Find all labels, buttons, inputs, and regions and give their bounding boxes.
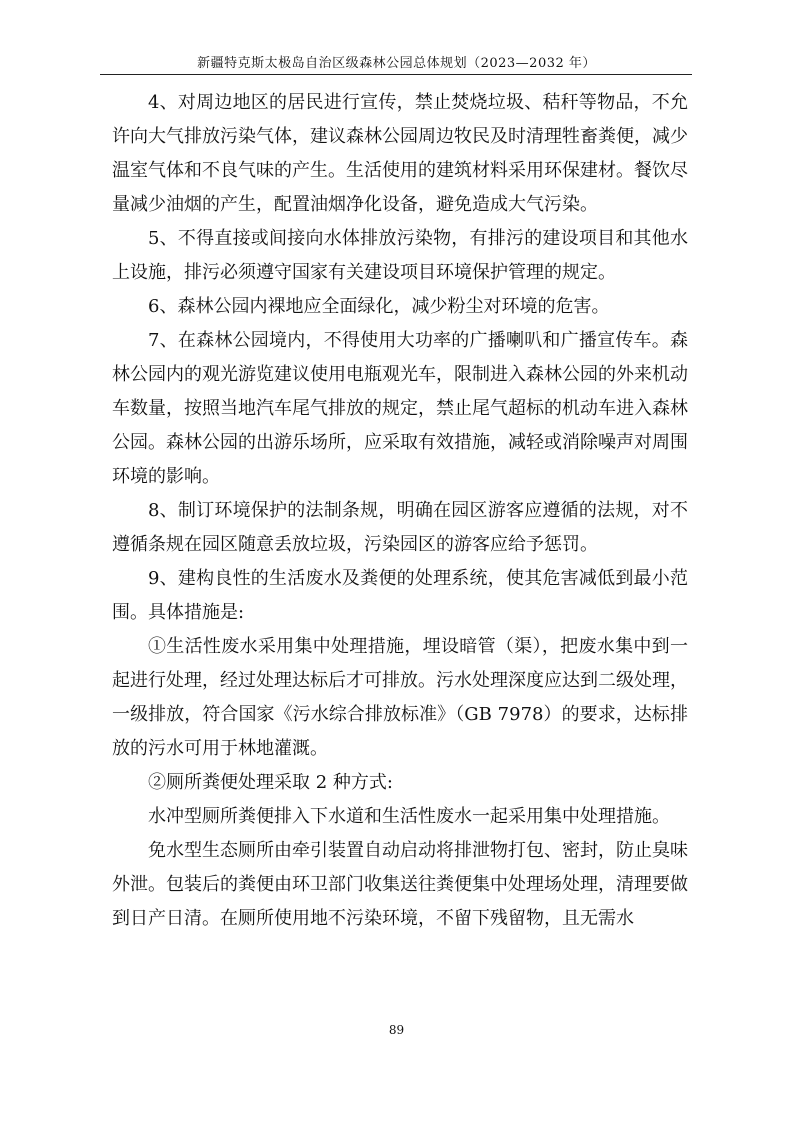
page-number: 89 [388, 1023, 405, 1037]
paragraph-item-6: 6、森林公园内裸地应全面绿化，减少粉尘对环境的危害。 [148, 296, 610, 317]
paragraph-item-8: 8、制订环境保护的法制条规，明确在园区游客应遵循的法规，对不遵循条规在园区随意丢放垃圾，污染园区的游客应给予惩罚。 [112, 500, 688, 555]
body-text [112, 86, 688, 936]
paragraph-flush-toilet: 水冲型厕所粪便排入下水道和生活性废水一起采用集中处理措施。 [148, 806, 670, 827]
paragraph-item-4: 4、对周边地区的居民进行宣传，禁止焚烧垃圾、秸秆等物品，不允许向大气排放污染气体，建议森林公园周边牧民及时清理牲畜粪便，减少温室气体和不良气味的产生。生活使用的建筑材料采用环保建材。餐饮尽量减少油烟的产生，配置油烟净化设备，避免造成大气污染。 [112, 92, 688, 215]
running-header: 新疆特克斯太极岛自治区级森林公园总体规划（2023—2032 年） [197, 56, 596, 71]
paragraph-wastewater-measure: ①生活性废水采用集中处理措施，埋设暗管（渠），把废水集中到一起进行处理，经过处理达标后才可排放。污水处理深度应达到二级处理，一级排放，符合国家《污水综合排放标准》（GB 7978）的要求，达标排放的污水可用于林地灌溉。 [112, 636, 688, 759]
paragraph-toilet-methods: ②厕所粪便处理采取 2 种方式: [148, 772, 393, 793]
header-rule [100, 74, 692, 75]
paragraph-item-5: 5、不得直接或间接向水体排放污染物，有排污的建设项目和其他水上设施，排污必须遵守国家有关建设项目环境保护管理的规定。 [112, 228, 688, 283]
paragraph-item-7: 7、在森林公园境内，不得使用大功率的广播喇叭和广播宣传车。森林公园内的观光游览建议使用电瓶观光车，限制进入森林公园的外来机动车数量，按照当地汽车尾气排放的规定，禁止尾气超标的机动车进入森林公园。森林公园的出游乐场所，应采取有效措施，减轻或消除噪声对周围环境的影响。 [112, 330, 688, 487]
paragraph-item-9: 9、建构良性的生活废水及粪便的处理系统，使其危害减低到最小范围。具体措施是: [112, 568, 688, 623]
paragraph-waterless-toilet: 免水型生态厕所由牵引装置自动启动将排泄物打包、密封，防止臭味外泄。包装后的粪便由环卫部门收集送往粪便集中处理场处理，清理要做到日产日清。在厕所使用地不污染环境，不留下残留物，且无需水 [112, 840, 688, 929]
